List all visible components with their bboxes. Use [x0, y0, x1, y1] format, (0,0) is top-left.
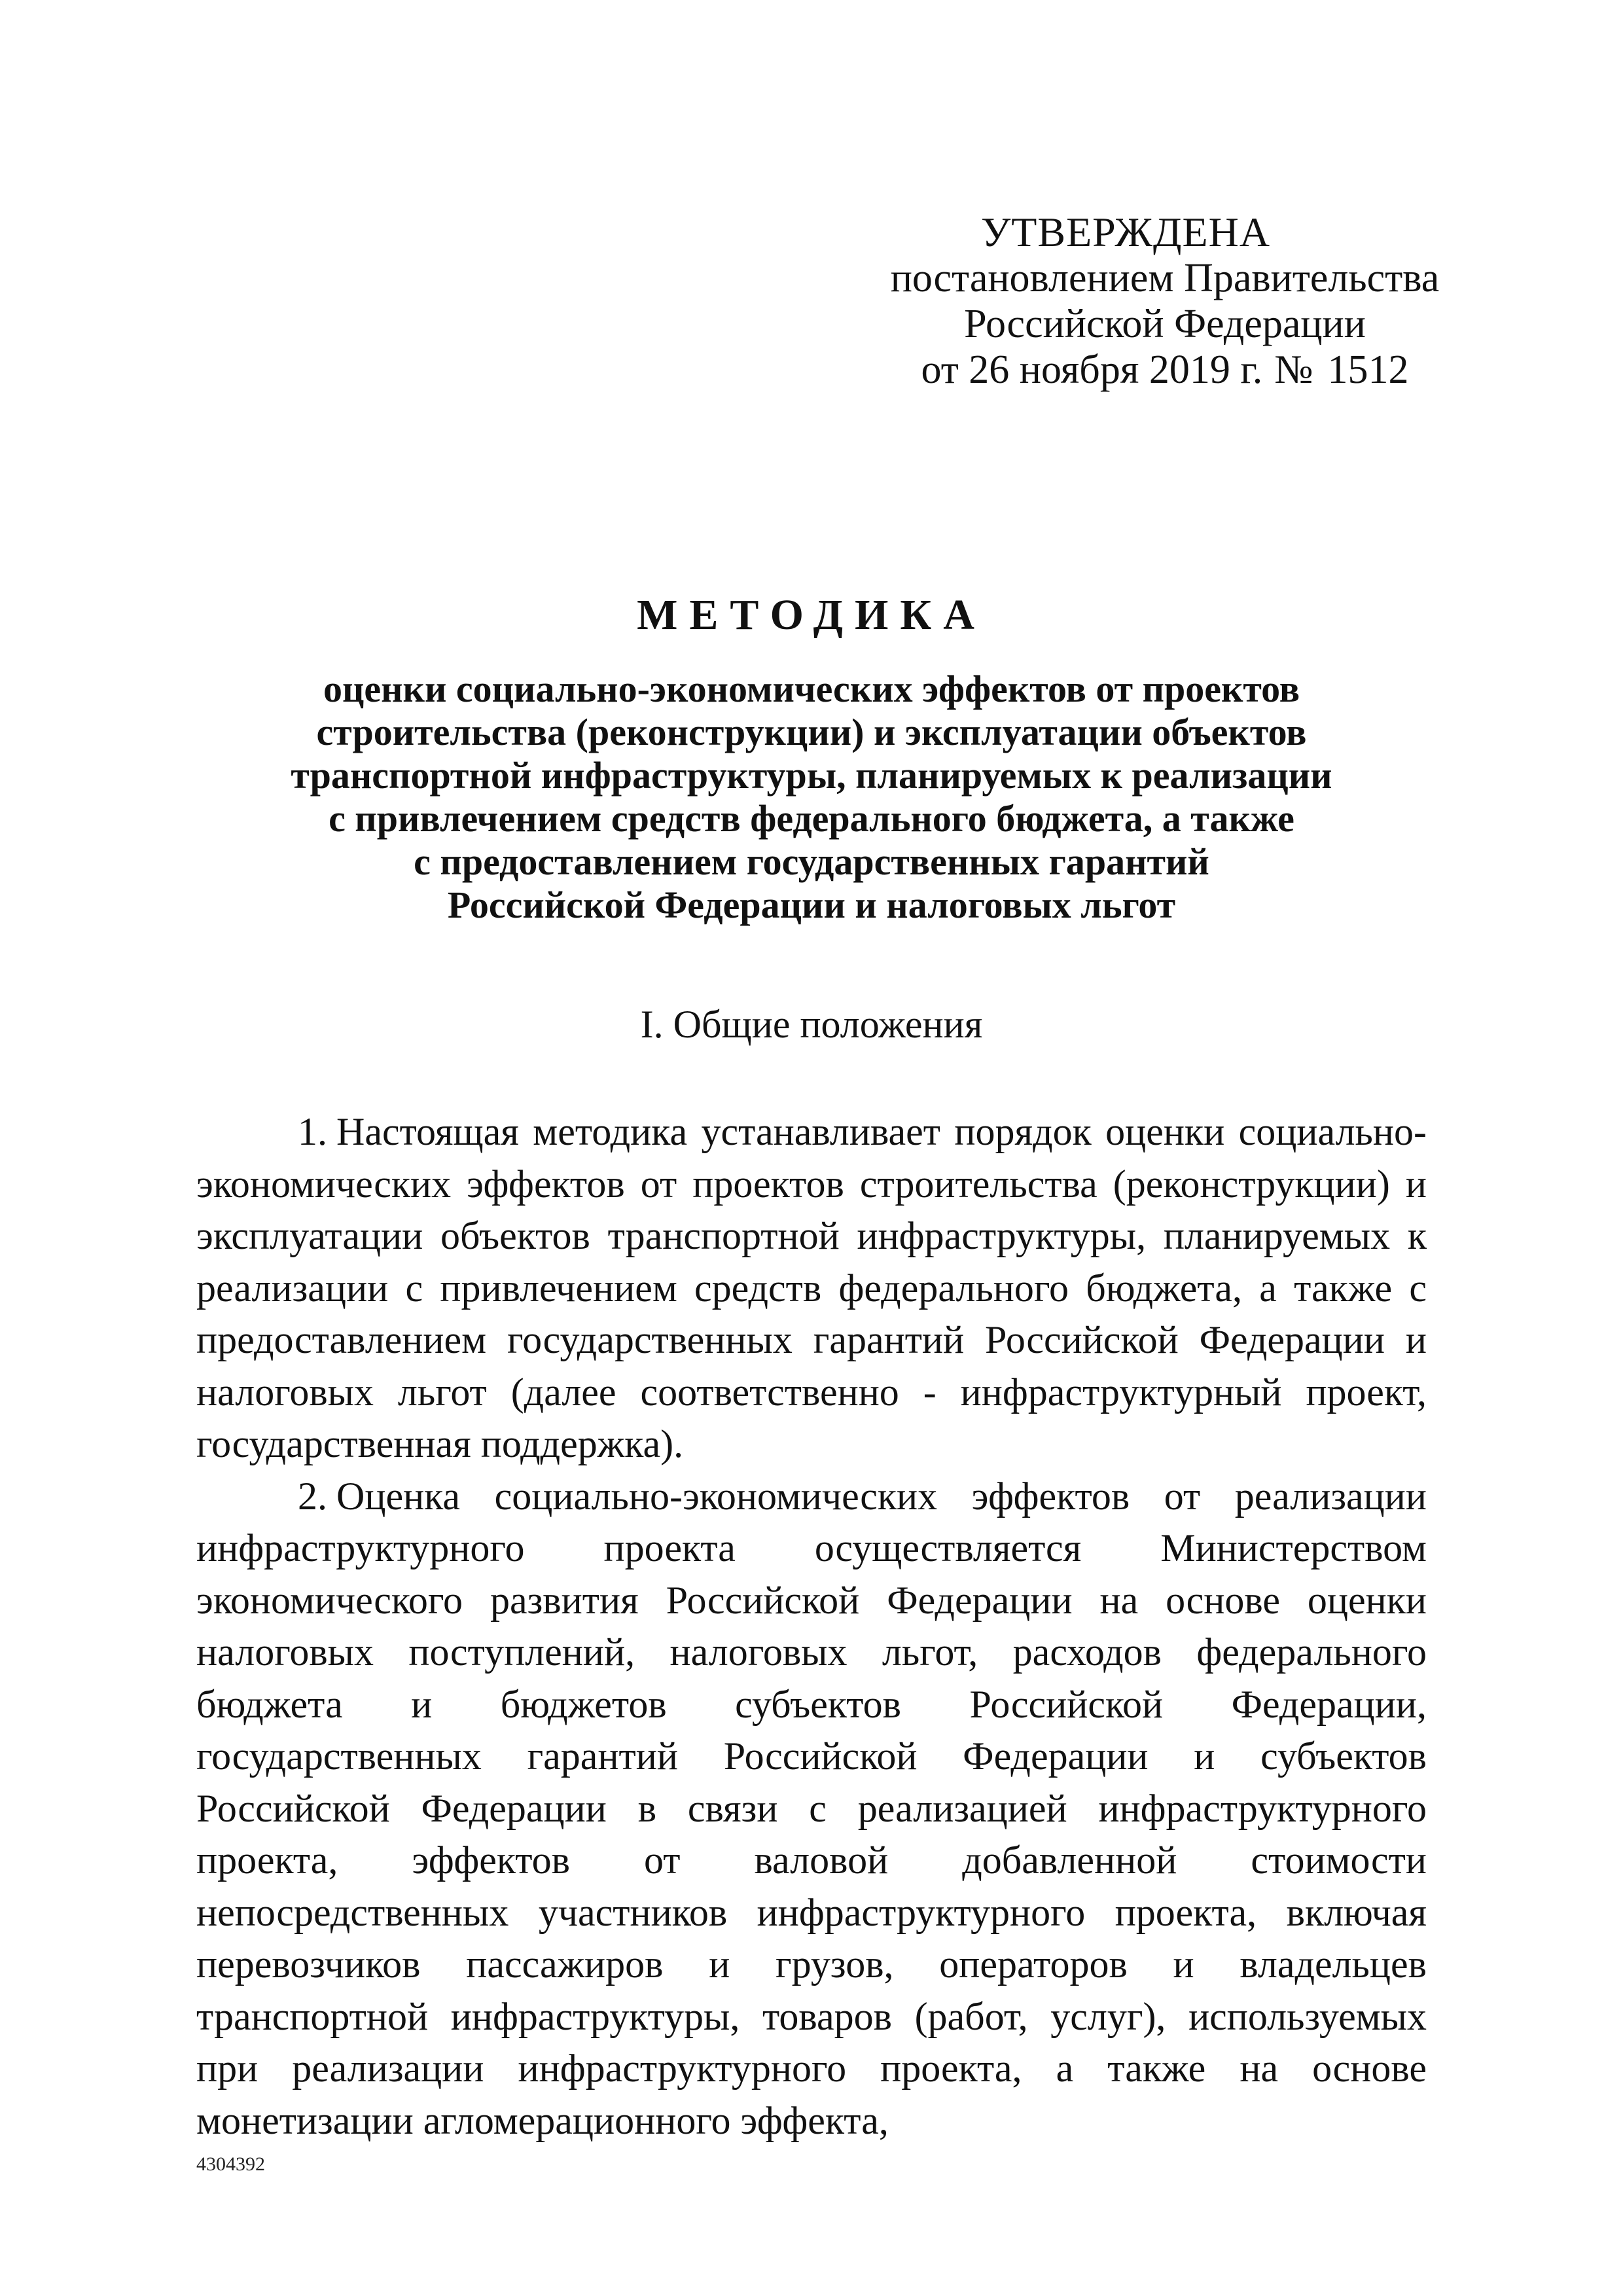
document-subtitle: [196, 668, 1427, 927]
paragraph-2: [196, 1471, 1427, 2147]
document-reference-number: 4304392: [196, 2153, 265, 2175]
approval-title: УТВЕРЖДЕНА: [980, 209, 1271, 255]
document-body: [196, 1106, 1427, 2147]
approval-line-federation: Российской Федерации: [964, 302, 1366, 346]
paragraph-number: 2.: [298, 1474, 327, 1518]
approval-date: от 26 ноября 2019 г.: [921, 348, 1263, 392]
subtitle-line: с предоставлением государственных гарантий: [414, 840, 1209, 883]
approval-number-sign: №: [1274, 348, 1313, 392]
paragraph-1: [196, 1106, 1427, 1471]
approval-stamp: [877, 209, 1453, 393]
document-title-block: [196, 589, 1427, 927]
subtitle-line: строительства (реконструкции) и эксплуатации объектов: [316, 711, 1307, 753]
document-type: МЕТОДИКА: [637, 591, 986, 639]
approval-date-line: [877, 347, 1453, 393]
paragraph-number: 1.: [298, 1110, 327, 1153]
subtitle-line: оценки социально-экономических эффектов от проектов: [323, 668, 1300, 710]
paragraph-text: Оценка социально-экономических эффектов от реализации инфраструктурного проекта осуществляется Министерством экономического развития Российской Федерации на основе оценки налоговых поступлений, налоговых льгот, расходов федерального бюджета и бюджетов субъектов Российской Федерации, государственных гарантий Российской Федерации и субъектов Российской Федерации в связи с реализацией инфраструктурного проекта, эффектов от валовой добавленной стоимости непосредственных участников инфраструктурного проекта, включая перевозчиков пассажиров и грузов, операторов и владельцев транспортной инфраструктуры, товаров (работ, услуг), используемых при реализации инфраструктурного проекта, а также на основе монетизации агломерационного эффекта,: [196, 1474, 1427, 2142]
approval-line-resolution: постановлением Правительства: [890, 256, 1440, 300]
subtitle-line: Российской Федерации и налоговых льгот: [447, 884, 1176, 926]
section-heading: I. Общие положения: [640, 1003, 983, 1046]
subtitle-line: с привлечением средств федерального бюджета, а также: [329, 797, 1294, 840]
paragraph-text: Настоящая методика устанавливает порядок оценки социально-экономических эффектов от проектов строительства (реконструкции) и эксплуатации объектов транспортной инфраструктуры, планируемых к реализации с привлечением средств федерального бюджета, а также с предоставлением государственных гарантий Российской Федерации и налоговых льгот (далее соответственно - инфраструктурный проект, государственная поддержка).: [196, 1110, 1427, 1465]
approval-number: 1512: [1327, 348, 1409, 392]
subtitle-line: транспортной инфраструктуры, планируемых к реализации: [291, 754, 1332, 797]
